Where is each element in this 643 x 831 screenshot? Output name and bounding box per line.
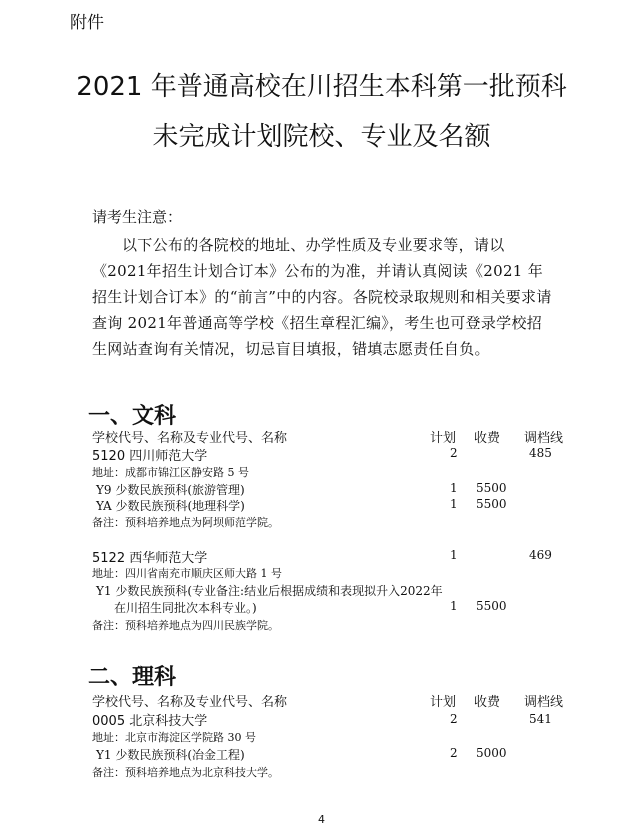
school-line: 469 bbox=[529, 548, 552, 562]
major-fee: 5500 bbox=[476, 599, 507, 613]
section-title-arts: 一、文科 bbox=[88, 404, 177, 429]
school-note: 备注：预科培养地点为阿坝师范学院。 bbox=[92, 516, 279, 529]
column-header-plan: 计划 bbox=[430, 695, 457, 710]
document-title-line-2: 未完成计划院校、专业及名额 bbox=[152, 122, 491, 152]
page-number: 4 bbox=[318, 813, 325, 826]
school-plan: 2 bbox=[450, 712, 458, 726]
school-name: 0005 北京科技大学 bbox=[92, 714, 208, 729]
major-fee: 5500 bbox=[476, 481, 507, 495]
column-header-school: 学校代号、名称及专业代号、名称 bbox=[92, 695, 288, 710]
column-header-line: 调档线 bbox=[524, 431, 564, 446]
major-fee: 5000 bbox=[476, 746, 507, 760]
column-header-fee: 收费 bbox=[474, 431, 501, 446]
school-note: 备注：预科培养地点为北京科技大学。 bbox=[92, 766, 279, 779]
school-plan: 2 bbox=[450, 446, 458, 460]
school-name: 5120 四川师范大学 bbox=[92, 449, 208, 464]
school-address: 地址：成都市锦江区静安路 5 号 bbox=[92, 466, 249, 479]
annex-label: 附件 bbox=[70, 13, 104, 33]
column-header-fee: 收费 bbox=[474, 695, 501, 710]
major-row-line-1: Y1 少数民族预科(专业备注:结业后根据成绩和表现拟升入2022年 bbox=[96, 584, 443, 598]
school-address: 地址：北京市海淀区学院路 30 号 bbox=[92, 731, 256, 744]
notice-body: 以下公布的各院校的地址、办学性质及专业要求等，请以《2021年招生计划合订本》公布的为准，并请认真阅读《2021 年招生计划合订本》的“前言”中的内容。各院校录取规则和相关要求请查询 2021年普通高等学校《招生章程汇编》，考生也可登录学校招生网站查询有关情况，切忌盲目填报，错填志愿责任自负。 bbox=[92, 236, 552, 358]
major-row: Y9 少数民族预科(旅游管理) bbox=[96, 483, 245, 497]
school-note: 备注：预科培养地点为四川民族学院。 bbox=[92, 619, 279, 632]
notice-heading: 请考生注意： bbox=[92, 208, 183, 226]
major-plan: 1 bbox=[450, 481, 458, 495]
column-header-plan: 计划 bbox=[430, 431, 457, 446]
document-title-line-1: 2021 年普通高校在川招生本科第一批预科 bbox=[76, 72, 567, 102]
school-name: 5122 西华师范大学 bbox=[92, 551, 208, 566]
major-row: YA 少数民族预科(地理科学) bbox=[96, 499, 245, 513]
column-header-school: 学校代号、名称及专业代号、名称 bbox=[92, 431, 288, 446]
school-address: 地址：四川省南充市顺庆区师大路 1 号 bbox=[92, 567, 282, 580]
school-line: 485 bbox=[529, 446, 552, 460]
major-plan: 1 bbox=[450, 497, 458, 511]
major-plan: 2 bbox=[450, 746, 458, 760]
section-title-science: 二、理科 bbox=[88, 665, 177, 690]
school-plan: 1 bbox=[450, 548, 458, 562]
column-header-line: 调档线 bbox=[524, 695, 564, 710]
major-row: Y1 少数民族预科(冶金工程) bbox=[96, 748, 245, 762]
major-row-line-2: 在川招生同批次本科专业。) bbox=[114, 601, 257, 615]
school-line: 541 bbox=[529, 712, 552, 726]
major-plan: 1 bbox=[450, 599, 458, 613]
major-fee: 5500 bbox=[476, 497, 507, 511]
